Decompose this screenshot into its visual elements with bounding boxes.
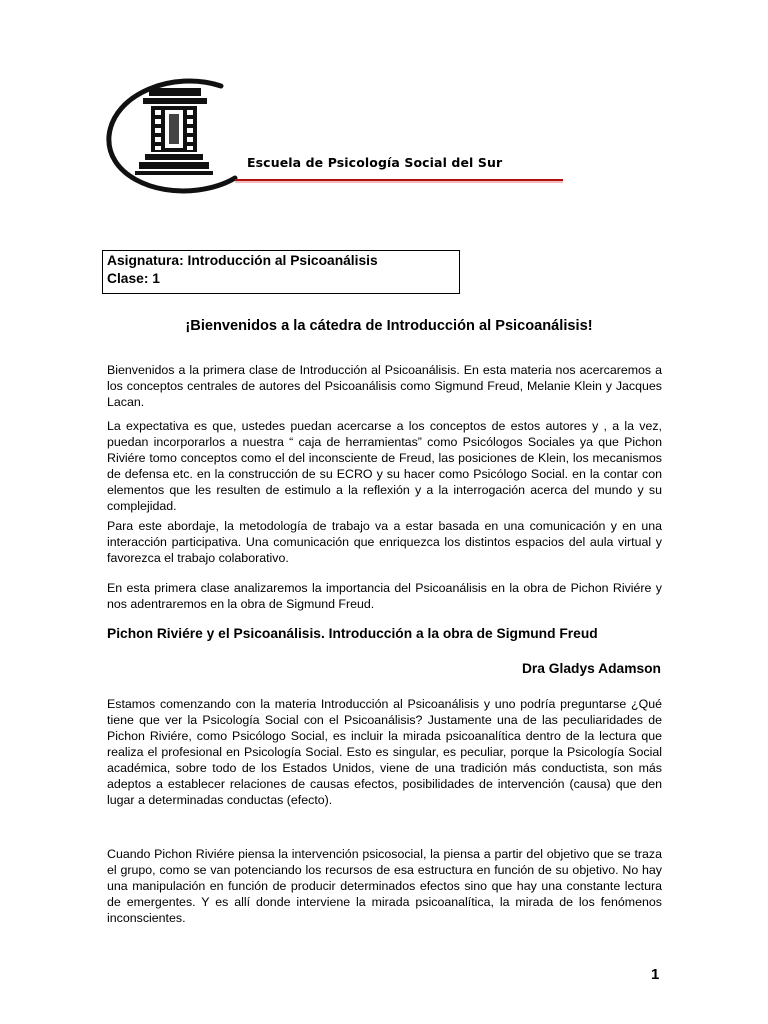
body-paragraph-1: Estamos comenzando con la materia Introducción al Psicoanálisis y uno podría preguntarse ¿Qué tiene que ver la Psicología Social con el Psicoanálisis? Justamente una de las peculiaridades de Pichon Riviére, como Psicólogo Social, es incluir la mirada psicoanalítica dentro de la lectura que realiza el profesional en Psicología Social. Esto es singular, es peculiar, porque la Psicología Social académica, sobre todo de los Estados Unidos, viene de una tradición más conductista, son más adeptos a establecer relaciones de causas efectos, posibilidades de intervención (causa) que den lugar a determinadas conductas (efecto). xyxy=(107,697,662,807)
intro-paragraph-2: La expectativa es que, ustedes puedan acercarse a los conceptos de estos autores y , a la vez, puedan incorporarlos a nuestra “ caja de herramientas” como Psicólogos Sociales ya que Pichon Riviére tomo conceptos como el del inconsciente de Freud, las posiciones de Klein, los mecanismos de defensa etc. en la construcción de su ECRO y su hacer como Psicólogo Social. en la contar con elementos que les resulten de estimulo a la reflexión y a la interrogación acerca del mundo y su complejidad. xyxy=(107,419,662,513)
class-label: Clase: 1 xyxy=(107,271,160,286)
subject-label: Asignatura: Introducción al Psicoanálisis xyxy=(107,253,378,268)
school-logo xyxy=(103,76,663,201)
school-name: Escuela de Psicología Social del Sur xyxy=(247,155,503,170)
section-title: Pichon Riviére y el Psicoanálisis. Introducción a la obra de Sigmund Freud xyxy=(107,626,598,641)
intro-paragraph-3: Para este abordaje, la metodología de trabajo va a estar basada en una comunicación y en una interacción participativa. Una comunicación que enriquezca los distintos espacios del aula virtual y favorezca el trabajo colaborativo. xyxy=(107,519,662,565)
body-paragraph-2: Cuando Pichon Riviére piensa la intervención psicosocial, la piensa a partir del objetivo que se traza el grupo, como se van potenciando los recursos de esa estructura en función de su objetivo. No hay una manipulación en función de producir determinados efectos sino que hay una constante lectura de emergentes. Y es allí donde interviene la mirada psicoanalítica, la mirada de los fenómenos inconscientes. xyxy=(107,847,662,925)
intro-paragraph-1: Bienvenidos a la primera clase de Introducción al Psicoanálisis. En esta materia nos acercaremos a los conceptos centrales de autores del Psicoanálisis como Sigmund Freud, Melanie Klein y Jacques Lacan. xyxy=(107,363,662,409)
intro-paragraph-4: En esta primera clase analizaremos la importancia del Psicoanálisis en la obra de Pichon Riviére y nos adentraremos en la obra de Sigmund Freud. xyxy=(107,581,662,611)
welcome-title: ¡Bienvenidos a la cátedra de Introducción al Psicoanálisis! xyxy=(185,318,593,334)
author-name: Dra Gladys Adamson xyxy=(521,661,661,676)
page-number: 1 xyxy=(651,966,660,983)
column-logo-icon xyxy=(103,76,663,201)
subject-box xyxy=(102,250,460,294)
